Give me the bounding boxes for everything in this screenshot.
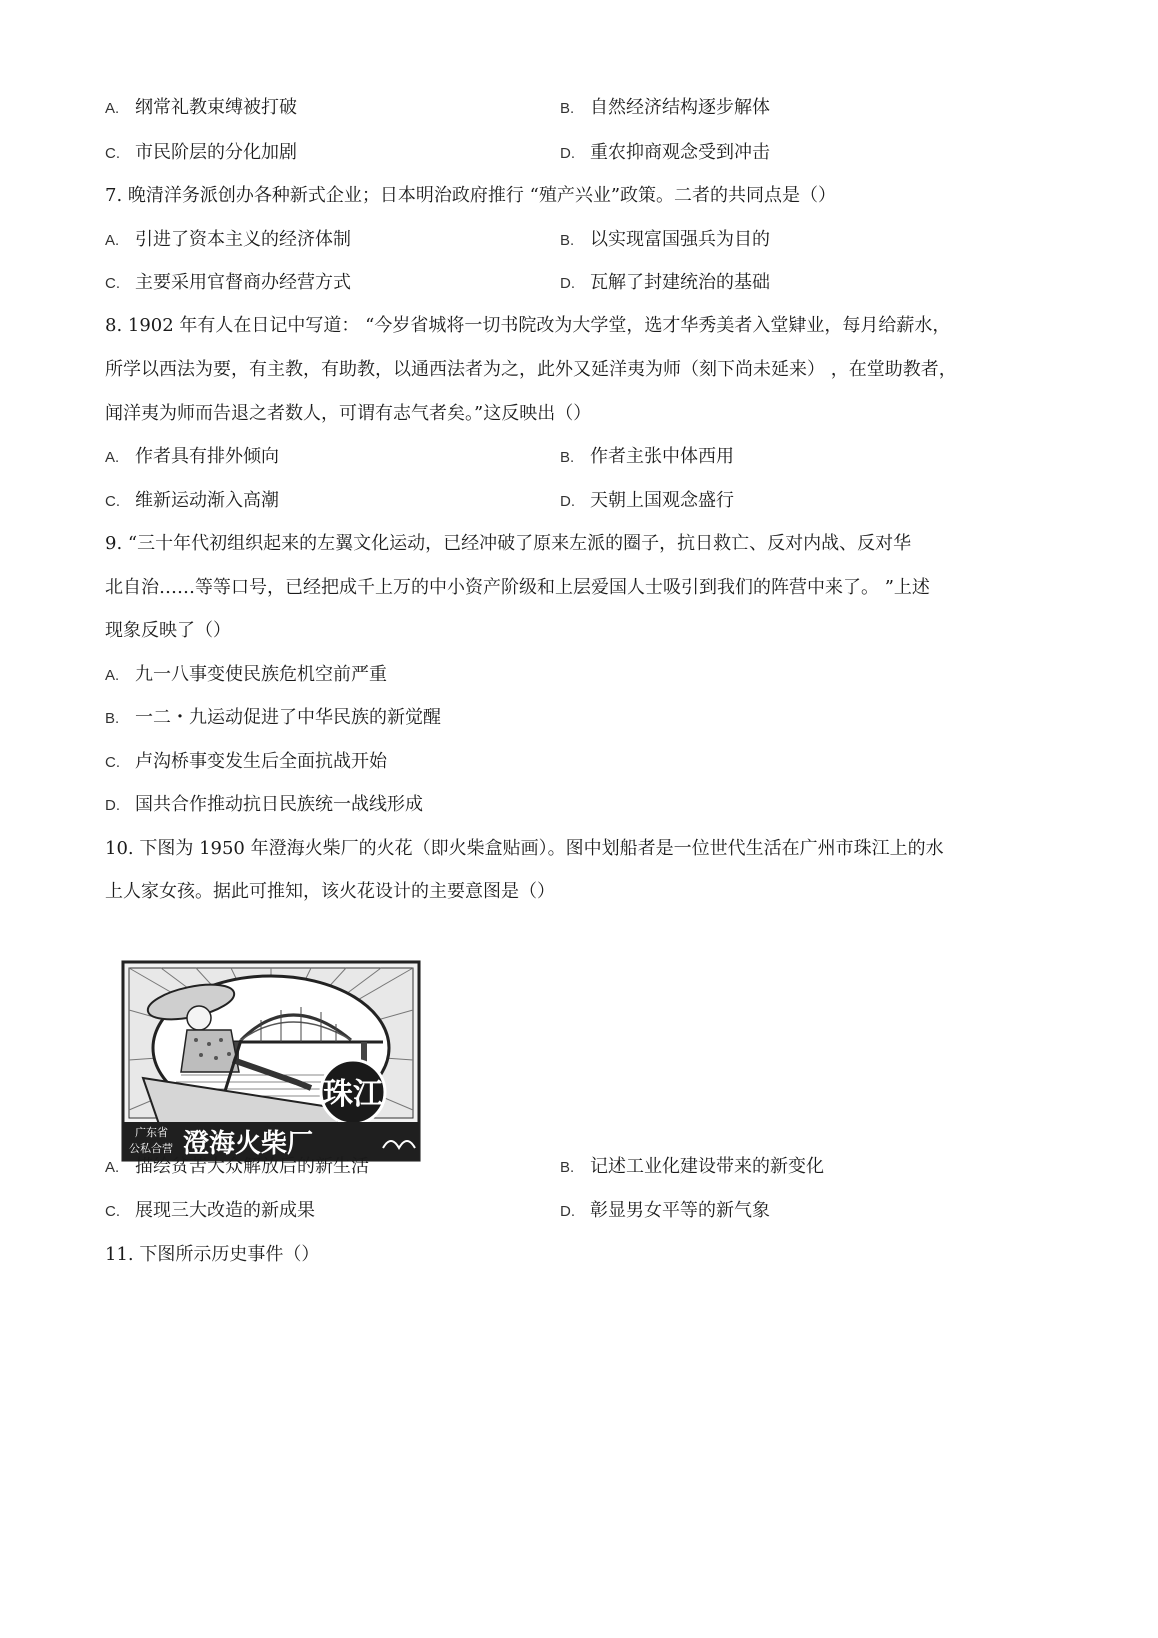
- option-letter: B.: [560, 1159, 575, 1176]
- option-letter: B.: [560, 449, 575, 466]
- q8-option-d: [560, 489, 734, 514]
- q6-option-c: [105, 141, 297, 166]
- option-text: 国共合作推动抗日民族统一战线形成: [135, 794, 423, 815]
- option-letter: D.: [105, 797, 120, 814]
- q9-stem-line-1: 9. “三十年代初组织起来的左翼文化运动，已经冲破了原来左派的圈子，抗日救亡、反对内战、反对华: [105, 533, 912, 554]
- q10-option-c: [105, 1199, 315, 1224]
- option-letter: A.: [105, 100, 120, 117]
- q9-stem-line-3: 现象反映了（）: [105, 620, 231, 641]
- q8-stem-line-3: 闻洋夷为师而告退之者数人，可谓有志气者矣。”这反映出（）: [105, 403, 592, 424]
- brand-emblem-text: 珠江: [323, 1077, 383, 1112]
- q7-stem: 7. 晚清洋务派创办各种新式企业；日本明治政府推行 “殖产兴业”政策。二者的共同点是（）: [105, 185, 837, 206]
- maker-province-text: 广东省: [135, 1126, 168, 1139]
- q6-option-a: [105, 96, 297, 121]
- q10-option-d: [560, 1199, 770, 1224]
- q7-option-c: [105, 271, 351, 296]
- q9-option-c: [105, 750, 387, 775]
- option-text: 卢沟桥事变发生后全面抗战开始: [135, 751, 387, 772]
- option-text: 瓦解了封建统治的基础: [590, 272, 770, 293]
- option-letter: D.: [560, 493, 575, 510]
- q6-option-d: [560, 141, 770, 166]
- option-text: 作者具有排外倾向: [135, 446, 279, 467]
- option-text: 重农抑商观念受到冲击: [590, 142, 770, 163]
- option-letter: D.: [560, 275, 575, 292]
- option-text: 主要采用官督商办经营方式: [135, 272, 351, 293]
- option-text: 以实现富国强兵为目的: [590, 229, 770, 250]
- q9-option-b: [105, 706, 441, 731]
- option-text: 展现三大改造的新成果: [135, 1200, 315, 1221]
- option-text: 九一八事变使民族危机空前严重: [135, 664, 387, 685]
- option-text: 记述工业化建设带来的新变化: [590, 1156, 824, 1177]
- q7-option-d: [560, 271, 770, 296]
- option-letter: D.: [560, 145, 575, 162]
- option-letter: D.: [560, 1203, 575, 1220]
- q8-stem-line-1: 8. 1902 年有人在日记中写道： “今岁省城将一切书院改为大学堂，选才华秀美者入堂肄业，每月给薪水，: [105, 315, 951, 336]
- q8-option-b: [560, 445, 734, 470]
- option-letter: C.: [105, 145, 120, 162]
- q9-stem-line-2: 北自治……等等口号，已经把成千上万的中小资产阶级和上层爱国人士吸引到我们的阵营中来了。 ”上述: [105, 577, 930, 598]
- q8-stem-line-2: 所学以西法为要，有主教，有助教，以通西法者为之，此外又延洋夷为师（刻下尚未延来） ，在堂助教者，: [105, 359, 957, 380]
- option-text: 一二・九运动促进了中华民族的新觉醒: [135, 707, 441, 728]
- option-text: 作者主张中体西用: [590, 446, 734, 467]
- maker-ownership-text: 公私合营: [129, 1142, 173, 1155]
- q10-option-a: [105, 1155, 369, 1180]
- option-text: 纲常礼教束缚被打破: [135, 97, 297, 118]
- option-text: 市民阶层的分化加剧: [135, 142, 297, 163]
- option-text: 描绘贫苦大众解放后的新生活: [135, 1156, 369, 1177]
- q10-stem-line-1: 10. 下图为 1950 年澄海火柴厂的火花（即火柴盒贴画）。图中划船者是一位世代生活在广州市珠江上的水: [105, 838, 944, 859]
- option-letter: A.: [105, 1159, 120, 1176]
- option-text: 天朝上国观念盛行: [590, 490, 734, 511]
- option-letter: A.: [105, 449, 120, 466]
- q7-option-a: [105, 228, 351, 253]
- q9-option-d: [105, 793, 423, 818]
- option-letter: C.: [105, 275, 120, 292]
- q10-option-b: [560, 1155, 824, 1180]
- option-text: 引进了资本主义的经济体制: [135, 229, 351, 250]
- matchbox-label-art: [121, 960, 421, 1162]
- option-letter: B.: [560, 100, 575, 117]
- maker-factory-text: 澄海火柴厂: [183, 1129, 314, 1159]
- option-letter: C.: [105, 493, 120, 510]
- option-letter: C.: [105, 1203, 120, 1220]
- option-letter: B.: [105, 710, 120, 727]
- matchbox-label-image: [121, 960, 421, 1162]
- option-text: 维新运动渐入高潮: [135, 490, 279, 511]
- option-letter: A.: [105, 232, 120, 249]
- q9-option-a: [105, 663, 387, 688]
- q7-option-b: [560, 228, 770, 253]
- q6-option-b: [560, 96, 770, 121]
- option-letter: C.: [105, 754, 120, 771]
- q11-stem: 11. 下图所示历史事件（）: [105, 1244, 320, 1265]
- q8-option-a: [105, 445, 279, 470]
- q8-option-c: [105, 489, 279, 514]
- q10-stem-line-2: 上人家女孩。据此可推知，该火花设计的主要意图是（）: [105, 881, 555, 902]
- option-text: 自然经济结构逐步解体: [590, 97, 770, 118]
- option-letter: B.: [560, 232, 575, 249]
- option-text: 彰显男女平等的新气象: [590, 1200, 770, 1221]
- option-letter: A.: [105, 667, 120, 684]
